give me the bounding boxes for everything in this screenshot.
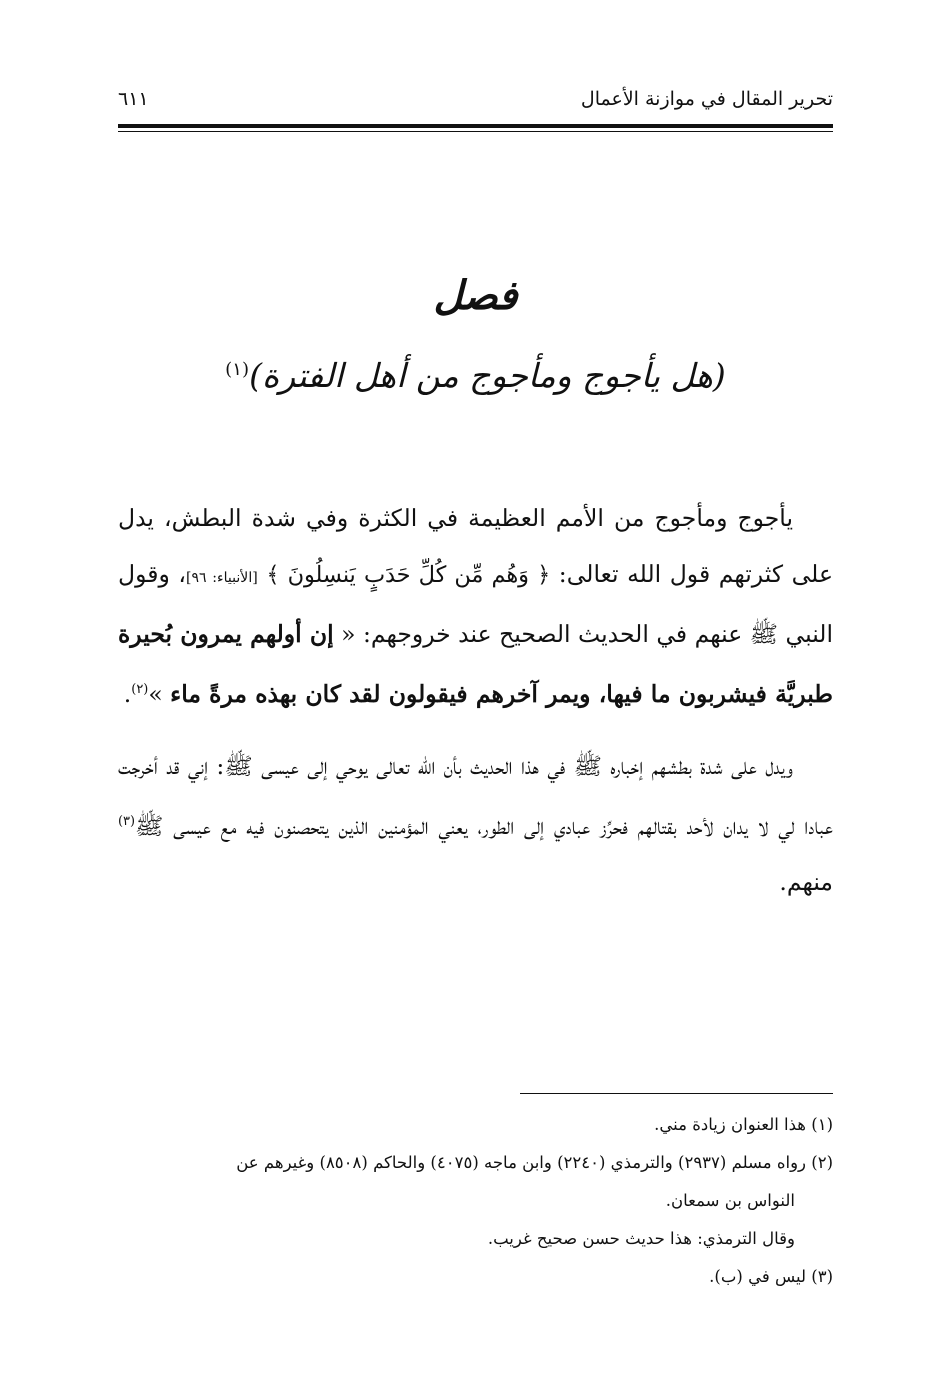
paragraph-1-end: .	[123, 679, 132, 708]
header-rule-thin	[118, 131, 833, 132]
verse-reference: [الأنبياء: ٩٦]	[185, 570, 258, 586]
paragraph-2-text: ويدل على شدة بطشهم إخباره ﷺ في هذا الحديث بأن الله تعالى يوحي إلى عيسى ﷺ: إني قد أخرجت عبادا لي لا يدان لأحد بقتالهم فحرِّز عبادي إلى الطور، يعني المؤمنين الذين يتحصنون فيه مع عيسى ﷺ	[118, 751, 833, 840]
footnote-marker-3: (٣)	[118, 813, 136, 829]
footnote-separator	[520, 1093, 833, 1094]
running-header-title: تحرير المقال في موازنة الأعمال	[580, 88, 833, 110]
header-rule-thick	[118, 124, 833, 128]
paragraph-1-text-a: يأجوج ومأجوج من الأمم العظيمة في الكثرة وفي شدة البطش، يدل على كثرتهم قول الله تعالى:	[118, 504, 833, 588]
paragraph-2	[118, 738, 833, 910]
section-heading: فصل	[433, 272, 518, 319]
paragraph-2-end: منهم.	[779, 867, 833, 896]
footnote-2-continuation: النواس بن سمعان.	[665, 1191, 795, 1210]
quran-verse: ﴿ وَهُم مِّن كُلِّ حَدَبٍ يَنسِلُونَ ﴾	[266, 562, 551, 588]
footnote-2-extra: وقال الترمذي: هذا حديث حسن صحيح غريب.	[487, 1229, 795, 1248]
footnote-1: (١) هذا العنوان زيادة مني.	[654, 1115, 833, 1134]
footnote-2: (٢) رواه مسلم (٢٩٣٧) والترمذي (٢٢٤٠) وابن ماجه (٤٠٧٥) والحاكم (٨٥٠٨) وغيرهم عن	[236, 1153, 833, 1172]
paragraph-1-text-b: ، وقول النبي ﷺ عنهم في الحديث الصحيح عند خروجهم: «	[118, 560, 833, 648]
paragraph-1	[118, 490, 833, 722]
running-header	[118, 88, 833, 120]
subheading-text: (هل يأجوج ومأجوج من أهل الفترة)	[249, 356, 726, 395]
page-number: ٦١١	[118, 88, 149, 110]
body-text	[118, 490, 833, 926]
paragraph-1-text-c: »	[148, 679, 171, 708]
hadith-quote: إن أولهم يمرون بُحيرة طبريَّة فيشربون ما فيها، ويمر آخرهم فيقولون لقد كان بهذه مرةً ماء	[118, 620, 833, 708]
footnotes	[108, 1110, 833, 1300]
footnote-3: (٣) ليس في (ب).	[709, 1267, 833, 1286]
section-subheading	[140, 356, 811, 395]
footnote-marker-2: (٢)	[131, 682, 149, 697]
footnote-marker-1: (١)	[225, 359, 250, 380]
